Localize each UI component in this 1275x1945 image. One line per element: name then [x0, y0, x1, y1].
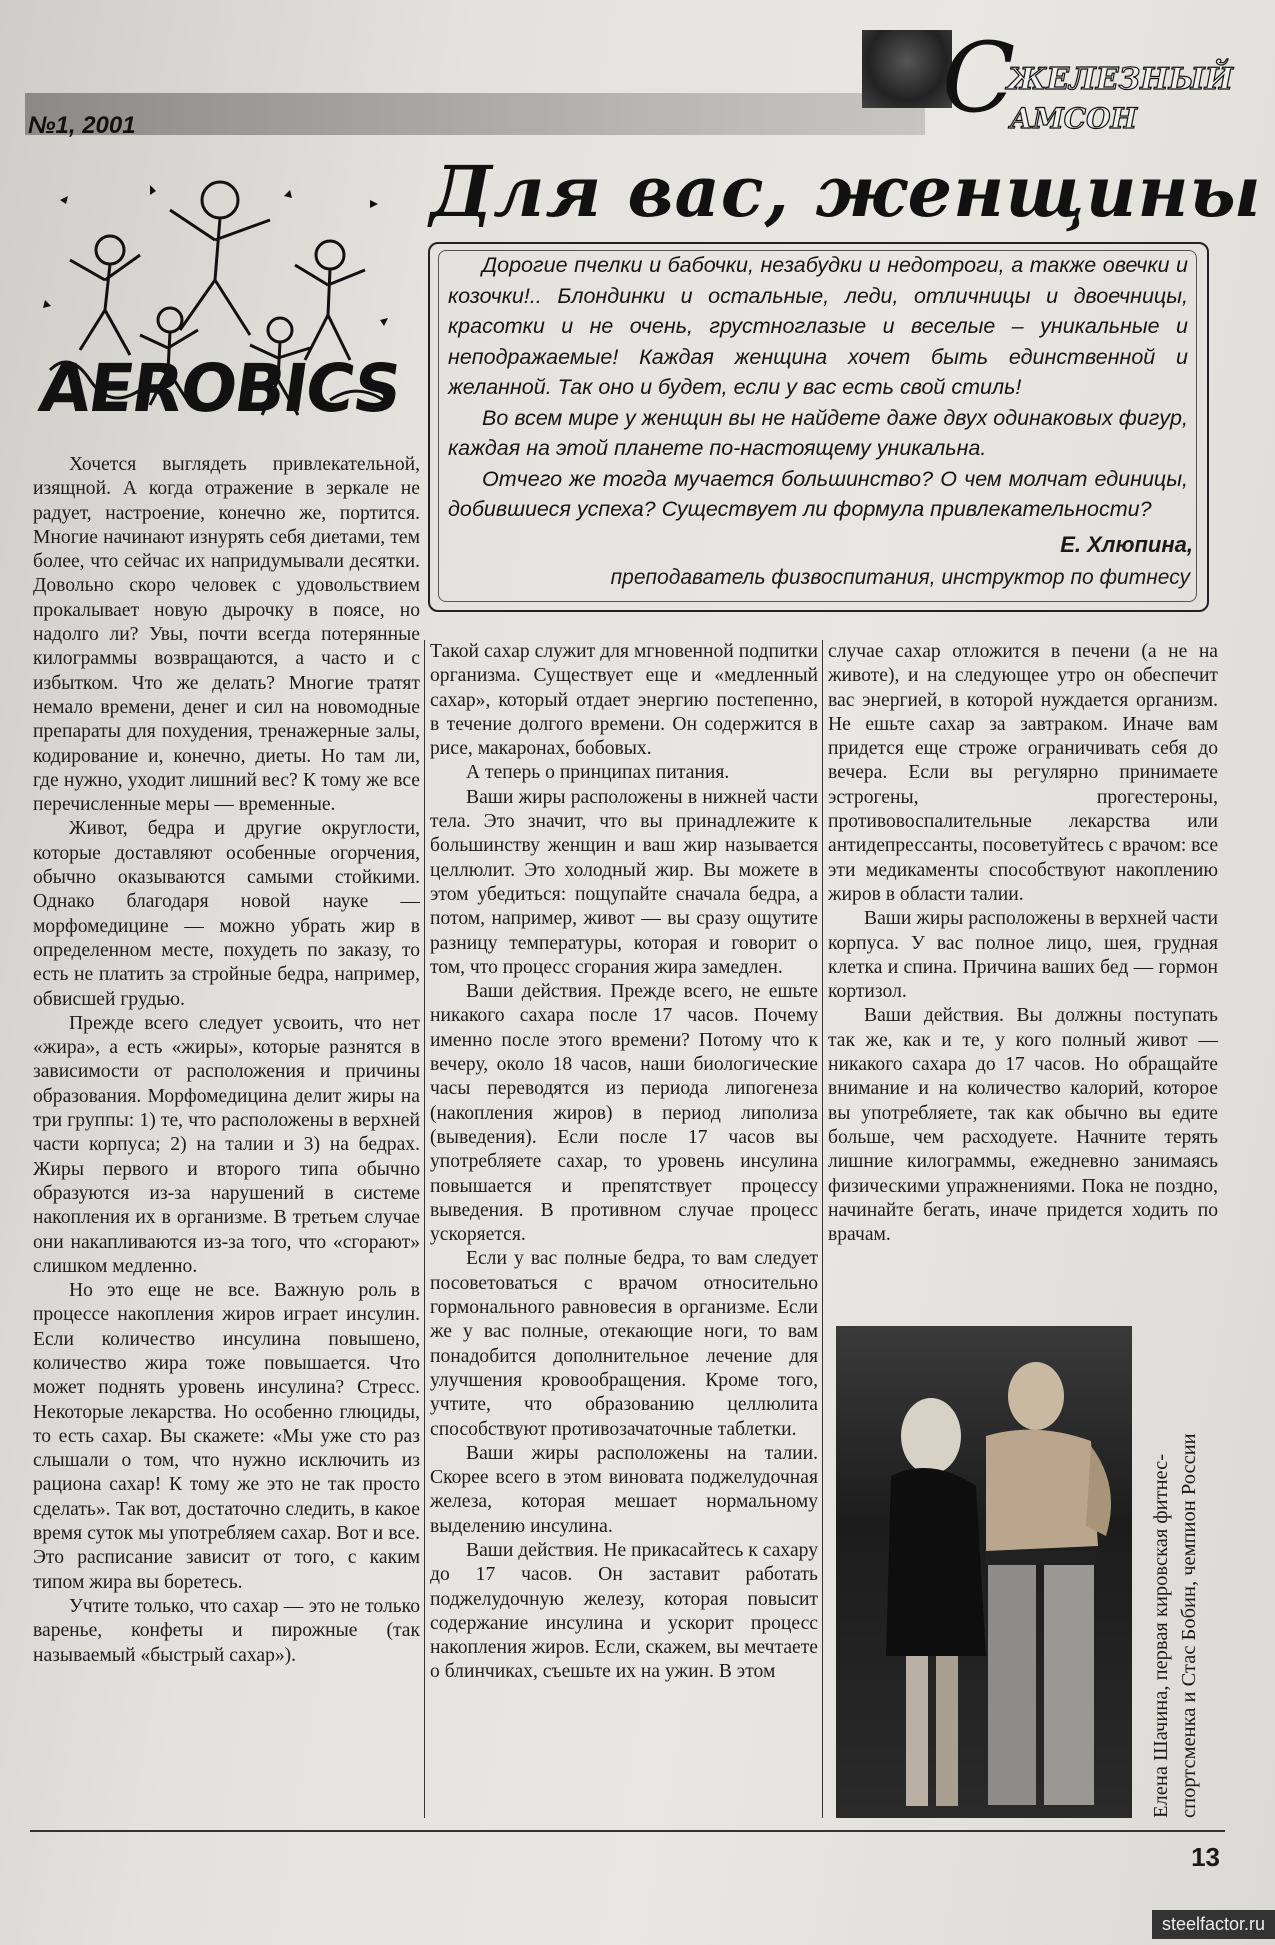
intro-paragraph: Дорогие пчелки и бабочки, незабудки и недотроги, а также овечки и козочки!.. Блондинки и остальные, леди, отличницы и двоечницы, красотки и не очень, грустноглазые и веселые – уникальные и неподражаемые! Каждая женщина хочет быть единственной и желанной. Так оно и будет, если у вас есть свой стиль! [448, 253, 1188, 399]
logo-initial: С [942, 22, 1016, 134]
logo-line1: ЖЕЛЕЗНЫЙ [1007, 62, 1233, 97]
body-paragraph: Хочется выглядеть привлекательной, изящной. А когда отражение в зеркале не радует, настроение, конечно же, портится. Многие начинают изнурять себя диетами, тем более, что сейчас их напридумывали десятки. Довольно скоро человек с удовольствием прокалывает новую дырочку в поясе, но надолго ли? Увы, почти всегда потерянные килограммы возвращаются, а часто и с избытком. Что же делать? Многие тратят немало времени, денег и сил на новомодные препараты для похудения, тренажерные залы, кодирование и, конечно, диеты. Но там ли, где нужно, уходит лишний вес? К тому же все перечисленные меры — временные. [33, 454, 420, 816]
author-name: Е. Хлюпина, [1060, 532, 1193, 557]
issue-number: №1, 2001 [28, 112, 136, 139]
body-paragraph: Прежде всего следует усвоить, что нет «жира», а есть «жиры», которые разнятся в зависимости от расположения и причины образования. Морфомедицина делит жиры на три группы: 1) те, что расположены в верхней части корпуса; 2) на талии и 3) на бедрах. Жиры первого и второго типа обычно образуются из-за нарушений в системе накопления их в организме. В третьем случае они накапливаются из-за того, что «сгорают» слишком медленно. [33, 1012, 420, 1277]
logo-photo [862, 30, 952, 108]
column-2 [430, 640, 818, 1685]
logo-line2: АМСОН [1010, 102, 1137, 135]
body-paragraph: Если у вас полные бедра, то вам следует посоветоваться с врачом относительно гормонального равновесия в организме. Если же у вас полные, отекающие ноги, то вам понадобится дополнительное лечение для улучшения кровообращения. Кроме того, учтите, что образованию целлюлита способствуют противозачаточные таблетки. [430, 1248, 818, 1440]
photo-caption-text [1147, 1326, 1203, 1818]
intro-paragraph: Во всем мире у женщин вы не найдете даже двух одинаковых фигур, каждая на этой планете по-настоящему уникальна. [448, 405, 1188, 460]
aerobics-lettering: AEROBICS [34, 350, 405, 427]
body-paragraph: Ваши действия. Вы должны поступать так же, как и те, у кого полный живот — никакого сахара до 17 часов. Но обращайте внимание и на количество калорий, которое вы употребляете, так как обычно вы едите больше, чем расходуете. Начните терять лишние килограммы, ежедневно занимаясь физическими упражнениями. Пока не поздно, начинайте бегать, иначе придется ходить по врачам. [828, 1005, 1218, 1246]
body-paragraph: Ваши действия. Прежде всего, не ешьте никакого сахара после 17 часов. Почему именно после этого времени? Потому что к вечеру, около 18 часов, наши биологические часы переводятся из периода липогенеза (накопления жиров) в период липолиза (выведения). Если после 17 часов вы употребляете сахар, то уровень инсулина повышается и препятствует процессу выведения. В противном случае процесс ускоряется. [430, 981, 818, 1246]
column-divider [822, 640, 823, 1818]
watermark-site: steelfactor.ru [1152, 1910, 1275, 1939]
body-paragraph: Ваши жиры расположены на талии. Скорее всего в этом виновата поджелудочная железа, которая мешает нормальному выделению инсулина. [430, 1442, 818, 1537]
author-role: преподаватель физвоспитания, инструктор по фитнесу [610, 566, 1190, 589]
page-number: 13 [1191, 1842, 1220, 1872]
magazine-logo [862, 22, 1233, 135]
photo-caption [1140, 1326, 1210, 1818]
footer-rule [30, 1830, 1225, 1832]
body-paragraph: А теперь о принципах питания. [466, 762, 730, 784]
body-paragraph: Живот, бедра и другие округлости, которые доставляют особенные огорчения, обычно оказываются самыми стойкими. Однако благодаря новой науке — морфомедицине — можно убрать жир в определенном месте, похудеть по заказу, то есть не платить за стройные бедра, например, обвисшей грудью. [33, 818, 420, 1010]
body-paragraph: Ваши действия. Не прикасайтесь к сахару до 17 часов. Он заставит работать поджелудочную железу, которая повысит содержание инсулина и ускорит процесс накопления жиров. Если, скажем, вы мечтаете о блинчиках, съешьте их на ужин. В этом [430, 1539, 818, 1683]
body-paragraph: Учтите только, что сахар — это не только варенье, конфеты и пирожные (так называемый «быстрый сахар»). [33, 1595, 420, 1666]
body-paragraph: Ваши жиры расположены в верхней части корпуса. У вас полное лицо, шея, грудная клетка и спина. Причина ваших бед — гормон кортизол. [828, 908, 1218, 1003]
caption-line: спортсменка и Стас Бобин, чемпион России [1178, 1433, 1200, 1818]
article-title: Для вас, женщины [430, 150, 1262, 233]
intro-text [448, 250, 1188, 525]
body-paragraph: случае сахар отложится в печени (а не на животе), и на следующее утро он обеспечит вас энергией, в которой нуждается организм. Не ешьте сахар за завтраком. Иначе вам придется еще строже ограничивать себя до вечера. Если вы регулярно принимаете эстрогены, прогестероны, противовоспалительные лекарства или антидепрессанты, посоветуйтесь с врачом: все эти медикаменты способствуют накоплению жиров в области талии. [828, 641, 1219, 905]
body-paragraph: Ваши жиры расположены в нижней части тела. Это значит, что вы принадлежите к большинству женщин и ваш жир называется целлюлит. Это холодный жир. Вы можете в этом убедиться: пощупайте сначала бедра, а потом, например, живот — вы сразу ощутите разницу температуры, которая и говорит о том, что процесс сгорания жира замедлен. [430, 786, 818, 978]
column-3 [828, 640, 1218, 1247]
body-paragraph: Такой сахар служит для мгновенной подпитки организма. Существует еще и «медленный сахар», который отдает энергию постепенно, в течение долгого времени. Он содержится в рисе, макаронах, бобовых. [430, 641, 818, 760]
body-paragraph: Но это еще не все. Важную роль в процессе накопления жиров играет инсулин. Если количество инсулина повышено, количество жира тоже повышается. Что может поднять уровень инсулина? Стресс. Некоторые лекарства. Но особенно глюциды, то есть сахар. Вы скажете: «Мы уже сто раз слышали о том, что нужно исключить из рациона сахар! К тому же это не так просто сделать». Так вот, достаточно следить, в какое время суток мы употребляем сахар. Вот и все. Это расписание зависит от того, с каким типом жира вы боретесь. [33, 1280, 420, 1593]
column-1 [33, 453, 420, 1668]
photo-figures [836, 1326, 1132, 1818]
intro-paragraph: Отчего же тогда мучается большинство? О чем молчат единицы, добившиеся успеха? Существует ли формула привлекательности? [448, 466, 1188, 521]
caption-line: Елена Шачина, первая кировская фитнес- [1150, 1453, 1172, 1818]
column-divider [424, 640, 425, 1818]
article-photo [836, 1326, 1132, 1818]
header-bar [25, 93, 925, 135]
